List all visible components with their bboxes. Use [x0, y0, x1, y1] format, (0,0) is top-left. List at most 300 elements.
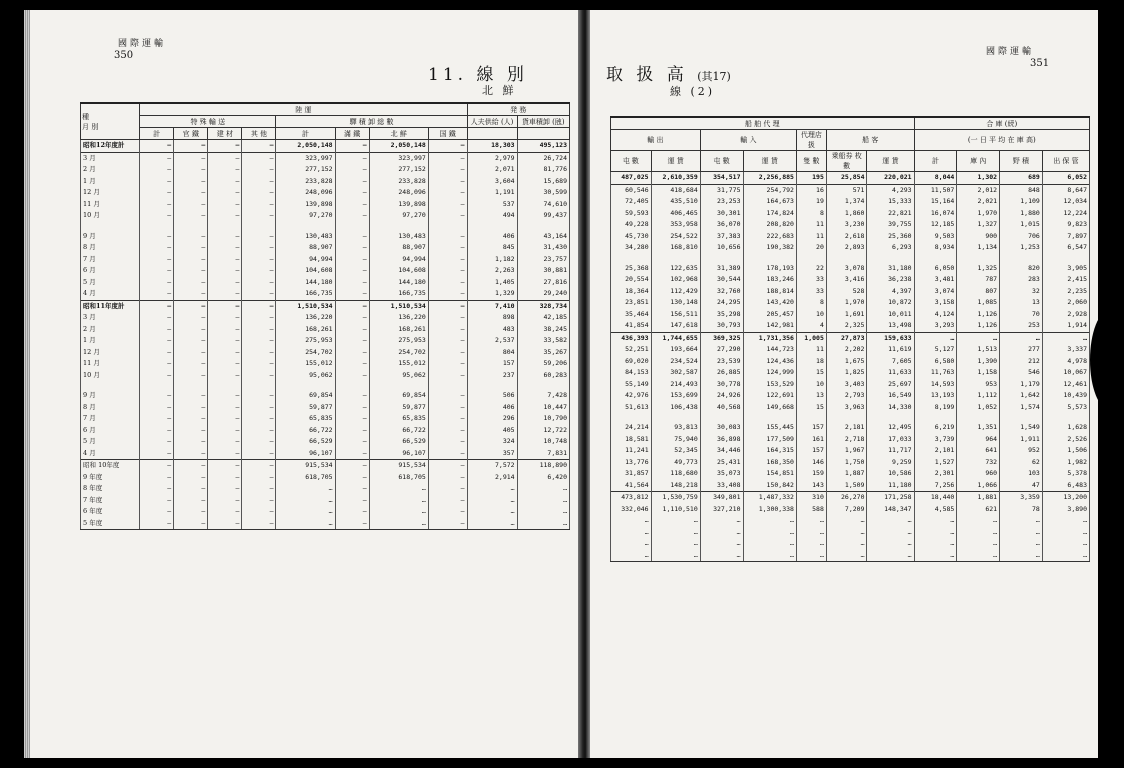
- table-cell: 3,293: [914, 320, 957, 332]
- table-cell: —: [208, 347, 242, 359]
- col-header: 官 鐵: [174, 128, 208, 140]
- table-cell: —: [335, 495, 369, 507]
- col-header: 其 他: [242, 128, 276, 140]
- table-cell: 41,854: [611, 320, 652, 332]
- col-header: 国 鐵: [428, 128, 467, 140]
- table-cell: 234,524: [651, 356, 700, 368]
- table-row: [81, 324, 570, 336]
- table-cell: 3,337: [1042, 344, 1089, 356]
- table-cell: —: [174, 277, 208, 289]
- table-cell: 84,153: [611, 367, 652, 379]
- table-cell: —: [428, 460, 467, 472]
- table-cell: 183,246: [743, 274, 796, 286]
- table-cell: —: [140, 187, 174, 199]
- table-row: [81, 483, 570, 495]
- table-cell: —: [428, 210, 467, 222]
- table-cell: —: [428, 324, 467, 336]
- row-label: 8 月: [81, 242, 140, 254]
- table-cell: —: [242, 448, 276, 460]
- table-cell: —: [208, 254, 242, 266]
- table-cell: 75,940: [651, 434, 700, 446]
- table-cell: 15: [796, 367, 826, 379]
- col-wagon: 貨車積卸 (瓲): [517, 116, 569, 128]
- table-cell: …: [369, 518, 428, 530]
- table-cell: 37,383: [700, 231, 743, 243]
- table-cell: 1,052: [957, 402, 1000, 414]
- table-cell: …: [651, 550, 700, 562]
- table-cell: —: [242, 176, 276, 188]
- table-cell: 1,253: [1000, 242, 1043, 254]
- table-cell: —: [140, 231, 174, 243]
- table-row: [81, 358, 570, 370]
- table-row: [81, 265, 570, 277]
- table-cell: [242, 222, 276, 231]
- table-cell: —: [428, 199, 467, 211]
- table-cell: 277: [1000, 344, 1043, 356]
- table-row: [611, 208, 1090, 220]
- table-cell: …: [467, 506, 517, 518]
- table-cell: 4,978: [1042, 356, 1089, 368]
- table-cell: 136,220: [276, 312, 335, 324]
- table-cell: 212: [1000, 356, 1043, 368]
- table-cell: [914, 254, 957, 263]
- left-page-number: 350: [114, 50, 134, 61]
- col-header: 北 鮮: [369, 128, 428, 140]
- table-cell: —: [428, 140, 467, 153]
- table-cell: 2,537: [467, 335, 517, 347]
- table-cell: 253: [1000, 320, 1043, 332]
- table-cell: 42,976: [611, 390, 652, 402]
- left-page: [30, 10, 578, 758]
- table-cell: 51,613: [611, 402, 652, 414]
- table-cell: 2,071: [467, 164, 517, 176]
- table-cell: 35,298: [700, 309, 743, 321]
- row-label: 11 月: [81, 358, 140, 370]
- table-cell: 7,831: [517, 448, 569, 460]
- table-cell: —: [428, 265, 467, 277]
- table-cell: 1,628: [1042, 422, 1089, 434]
- table-row: [611, 332, 1090, 344]
- table-cell: 6,050: [914, 263, 957, 275]
- table-cell: —: [242, 254, 276, 266]
- table-cell: 47: [1000, 480, 1043, 492]
- table-cell: 2,618: [826, 231, 867, 243]
- table-cell: 139,898: [369, 199, 428, 211]
- table-cell: 52,251: [611, 344, 652, 356]
- table-cell: 1,513: [957, 344, 1000, 356]
- table-cell: 2,060: [1042, 297, 1089, 309]
- table-cell: —: [335, 210, 369, 222]
- table-cell: 2,914: [467, 472, 517, 484]
- table-cell: 8: [796, 208, 826, 220]
- table-row: [81, 277, 570, 289]
- table-cell: 55,149: [611, 379, 652, 391]
- table-cell: …: [796, 515, 826, 527]
- table-cell: 32: [1000, 286, 1043, 298]
- table-cell: 155,012: [369, 358, 428, 370]
- table-cell: 208,820: [743, 219, 796, 231]
- table-cell: 6,483: [1042, 480, 1089, 492]
- table-cell: …: [651, 515, 700, 527]
- table-cell: —: [242, 483, 276, 495]
- table-cell: —: [242, 370, 276, 382]
- table-cell: 149,668: [743, 402, 796, 414]
- table-cell: 41,564: [611, 480, 652, 492]
- table-cell: 11: [796, 231, 826, 243]
- table-row: [81, 347, 570, 359]
- right-title: [606, 60, 731, 85]
- table-cell: —: [174, 448, 208, 460]
- table-cell: 2,202: [826, 344, 867, 356]
- table-cell: 144,180: [276, 277, 335, 289]
- table-cell: —: [242, 277, 276, 289]
- table-cell: 33: [796, 286, 826, 298]
- table-cell: —: [140, 288, 174, 300]
- table-cell: 3,403: [826, 379, 867, 391]
- table-cell: 1,302: [957, 172, 1000, 185]
- table-cell: —: [140, 390, 174, 402]
- table-cell: …: [957, 527, 1000, 539]
- table-cell: [867, 413, 914, 422]
- table-cell: 139,898: [276, 199, 335, 211]
- table-cell: —: [428, 164, 467, 176]
- table-cell: —: [335, 199, 369, 211]
- table-cell: 23,253: [700, 196, 743, 208]
- table-cell: 168,261: [276, 324, 335, 336]
- table-cell: 222,683: [743, 231, 796, 243]
- table-cell: 406: [467, 402, 517, 414]
- table-cell: …: [369, 483, 428, 495]
- table-cell: …: [700, 515, 743, 527]
- table-cell: 2,050,148: [369, 140, 428, 153]
- col-header: 運 賃: [867, 151, 914, 172]
- table-cell: —: [140, 210, 174, 222]
- table-cell: —: [140, 312, 174, 324]
- table-row: [81, 187, 570, 199]
- table-cell: 1,967: [826, 445, 867, 457]
- table-cell: —: [242, 164, 276, 176]
- table-cell: 6,547: [1042, 242, 1089, 254]
- table-cell: 177,509: [743, 434, 796, 446]
- table-cell: 161: [796, 434, 826, 446]
- table-cell: 1,530,759: [651, 492, 700, 504]
- table-cell: 19: [796, 196, 826, 208]
- table-row: [81, 288, 570, 300]
- table-cell: —: [242, 199, 276, 211]
- table-cell: —: [174, 199, 208, 211]
- table-cell: 1,158: [957, 367, 1000, 379]
- table-cell: 130,483: [369, 231, 428, 243]
- row-label: 4 月: [81, 288, 140, 300]
- table-cell: 23,539: [700, 356, 743, 368]
- table-row: [611, 402, 1090, 414]
- table-cell: …: [743, 527, 796, 539]
- table-cell: 23,851: [611, 297, 652, 309]
- table-cell: …: [1042, 527, 1089, 539]
- table-cell: 10,872: [867, 297, 914, 309]
- table-row: [611, 184, 1090, 196]
- corner-col-label: 別: [91, 122, 99, 131]
- table-cell: [1042, 413, 1089, 422]
- table-cell: …: [369, 506, 428, 518]
- table-cell: …: [796, 550, 826, 562]
- table-cell: 5,573: [1042, 402, 1089, 414]
- table-cell: 15,164: [914, 196, 957, 208]
- table-cell: 6,052: [1042, 172, 1089, 185]
- table-cell: 27,290: [700, 344, 743, 356]
- table-cell: 159: [796, 468, 826, 480]
- table-cell: [957, 413, 1000, 422]
- table-cell: …: [957, 515, 1000, 527]
- table-cell: 1,744,655: [651, 332, 700, 344]
- table-cell: —: [242, 425, 276, 437]
- table-cell: 25,360: [867, 231, 914, 243]
- table-cell: —: [208, 152, 242, 164]
- table-cell: 1,134: [957, 242, 1000, 254]
- table-cell: —: [208, 312, 242, 324]
- table-cell: —: [208, 199, 242, 211]
- table-row: [611, 457, 1090, 469]
- table-cell: —: [335, 176, 369, 188]
- table-cell: 3,230: [826, 219, 867, 231]
- table-cell: —: [428, 413, 467, 425]
- sub-daily-stock: (一 日 平 均 在 庫 高): [914, 130, 1089, 151]
- table-cell: …: [517, 518, 569, 530]
- table-cell: 275,953: [276, 335, 335, 347]
- sub-station-handling: 驛 積 卸 総 數: [276, 116, 467, 128]
- table-cell: —: [140, 164, 174, 176]
- table-cell: 1,325: [957, 263, 1000, 275]
- row-label: 10 月: [81, 370, 140, 382]
- row-label: [81, 222, 140, 231]
- table-cell: 130,148: [651, 297, 700, 309]
- row-label: 9 年度: [81, 472, 140, 484]
- table-row: [611, 196, 1090, 208]
- table-cell: —: [335, 413, 369, 425]
- table-cell: 436,393: [611, 332, 652, 344]
- table-cell: 14,330: [867, 402, 914, 414]
- table-cell: 96,107: [276, 448, 335, 460]
- table-cell: —: [140, 199, 174, 211]
- table-cell: —: [174, 436, 208, 448]
- table-cell: 6,219: [914, 422, 957, 434]
- table-cell: 69,854: [369, 390, 428, 402]
- table-cell: [796, 413, 826, 422]
- right-ledger-table: [610, 116, 1090, 562]
- table-cell: —: [174, 312, 208, 324]
- table-cell: …: [1000, 527, 1043, 539]
- table-cell: 588: [796, 504, 826, 516]
- table-cell: 953: [957, 379, 1000, 391]
- table-cell: [428, 381, 467, 390]
- table-row: [611, 356, 1090, 368]
- table-cell: —: [335, 277, 369, 289]
- table-cell: 787: [957, 274, 1000, 286]
- table-cell: 26,270: [826, 492, 867, 504]
- table-cell: —: [140, 425, 174, 437]
- sub-special-transport: 特 殊 輸 送: [140, 116, 276, 128]
- table-cell: 11,717: [867, 445, 914, 457]
- table-cell: —: [335, 187, 369, 199]
- table-cell: …: [1042, 538, 1089, 550]
- table-cell: 36,070: [700, 219, 743, 231]
- table-cell: 24,214: [611, 422, 652, 434]
- table-row: [81, 436, 570, 448]
- table-cell: —: [428, 187, 467, 199]
- table-cell: —: [335, 324, 369, 336]
- table-cell: 1,750: [826, 457, 867, 469]
- table-cell: 35,267: [517, 347, 569, 359]
- table-cell: …: [1000, 538, 1043, 550]
- table-cell: —: [335, 358, 369, 370]
- table-cell: 2,050,148: [276, 140, 335, 153]
- table-cell: 296: [467, 413, 517, 425]
- table-cell: 1,510,534: [276, 300, 335, 312]
- table-cell: …: [743, 515, 796, 527]
- table-cell: …: [651, 538, 700, 550]
- table-cell: 1,487,332: [743, 492, 796, 504]
- col-header: 出 保 管: [1042, 151, 1089, 172]
- table-row: [611, 550, 1090, 562]
- page-tab-notch: [1090, 310, 1124, 410]
- table-cell: [276, 222, 335, 231]
- table-cell: —: [335, 425, 369, 437]
- table-cell: 154,851: [743, 468, 796, 480]
- table-cell: 1,914: [1042, 320, 1089, 332]
- table-cell: 159,633: [867, 332, 914, 344]
- table-cell: 353,958: [651, 219, 700, 231]
- table-cell: 31,857: [611, 468, 652, 480]
- table-cell: —: [140, 242, 174, 254]
- table-cell: 30,778: [700, 379, 743, 391]
- table-cell: —: [335, 300, 369, 312]
- table-cell: 1,860: [826, 208, 867, 220]
- table-cell: 193,664: [651, 344, 700, 356]
- table-cell: 1,126: [957, 320, 1000, 332]
- table-row: [611, 538, 1090, 550]
- table-cell: —: [208, 187, 242, 199]
- table-cell: …: [276, 495, 335, 507]
- table-cell: 2,893: [826, 242, 867, 254]
- table-cell: —: [174, 300, 208, 312]
- sub-export: 輸 出: [611, 130, 701, 151]
- table-cell: 214,493: [651, 379, 700, 391]
- table-cell: [467, 222, 517, 231]
- table-cell: 4,585: [914, 504, 957, 516]
- table-cell: —: [208, 358, 242, 370]
- table-cell: [611, 413, 652, 422]
- table-cell: 166,735: [276, 288, 335, 300]
- table-cell: 195: [796, 172, 826, 185]
- row-label: 7 月: [81, 413, 140, 425]
- table-cell: 35,464: [611, 309, 652, 321]
- table-cell: —: [428, 370, 467, 382]
- table-cell: 248,096: [369, 187, 428, 199]
- table-cell: …: [1042, 332, 1089, 344]
- table-cell: —: [335, 390, 369, 402]
- table-cell: 42,185: [517, 312, 569, 324]
- table-cell: 66,722: [276, 425, 335, 437]
- table-cell: 122,635: [651, 263, 700, 275]
- col-header-spacer: [517, 128, 569, 140]
- table-cell: [867, 254, 914, 263]
- table-row: [611, 242, 1090, 254]
- table-cell: —: [140, 347, 174, 359]
- table-cell: 641: [957, 445, 1000, 457]
- table-cell: 1,510,534: [369, 300, 428, 312]
- table-cell: —: [335, 152, 369, 164]
- table-cell: 11,180: [867, 480, 914, 492]
- table-cell: 1,327: [957, 219, 1000, 231]
- table-cell: 122,691: [743, 390, 796, 402]
- table-row: [611, 468, 1090, 480]
- table-cell: —: [140, 436, 174, 448]
- table-cell: 143,420: [743, 297, 796, 309]
- table-cell: —: [242, 335, 276, 347]
- table-row: [611, 297, 1090, 309]
- table-cell: 95,062: [276, 370, 335, 382]
- table-cell: 93,813: [651, 422, 700, 434]
- table-cell: 10,439: [1042, 390, 1089, 402]
- table-cell: 11,763: [914, 367, 957, 379]
- table-cell: —: [140, 370, 174, 382]
- table-cell: 2,928: [1042, 309, 1089, 321]
- table-cell: 10: [796, 309, 826, 321]
- table-cell: …: [743, 538, 796, 550]
- row-label: 6 月: [81, 265, 140, 277]
- table-cell: —: [208, 176, 242, 188]
- table-cell: 12,224: [1042, 208, 1089, 220]
- table-row: [611, 320, 1090, 332]
- table-cell: 804: [467, 347, 517, 359]
- table-cell: —: [208, 164, 242, 176]
- table-cell: —: [208, 277, 242, 289]
- table-row: [611, 286, 1090, 298]
- table-row: [611, 344, 1090, 356]
- row-label: 8 月: [81, 402, 140, 414]
- table-cell: —: [208, 300, 242, 312]
- table-cell: 7,572: [467, 460, 517, 472]
- table-cell: 32,760: [700, 286, 743, 298]
- table-cell: —: [242, 495, 276, 507]
- row-label: 7 年度: [81, 495, 140, 507]
- table-cell: 10,790: [517, 413, 569, 425]
- table-cell: 13,200: [1042, 492, 1089, 504]
- table-cell: 7,897: [1042, 231, 1089, 243]
- table-cell: …: [914, 515, 957, 527]
- table-cell: 1,911: [1000, 434, 1043, 446]
- table-cell: 155,445: [743, 422, 796, 434]
- table-cell: 59,877: [276, 402, 335, 414]
- table-cell: 18,364: [611, 286, 652, 298]
- table-cell: —: [242, 358, 276, 370]
- row-label: 2 月: [81, 324, 140, 336]
- table-cell: 354,517: [700, 172, 743, 185]
- table-cell: 2,256,885: [743, 172, 796, 185]
- table-row: [611, 379, 1090, 391]
- corner-row-label: 月: [82, 122, 89, 131]
- table-cell: 1,015: [1000, 219, 1043, 231]
- table-cell: 915,534: [369, 460, 428, 472]
- table-cell: —: [140, 254, 174, 266]
- table-cell: —: [174, 140, 208, 153]
- table-cell: 146: [796, 457, 826, 469]
- table-cell: —: [335, 448, 369, 460]
- col-header: 計: [276, 128, 335, 140]
- table-cell: 1,982: [1042, 457, 1089, 469]
- table-cell: —: [174, 164, 208, 176]
- table-cell: 310: [796, 492, 826, 504]
